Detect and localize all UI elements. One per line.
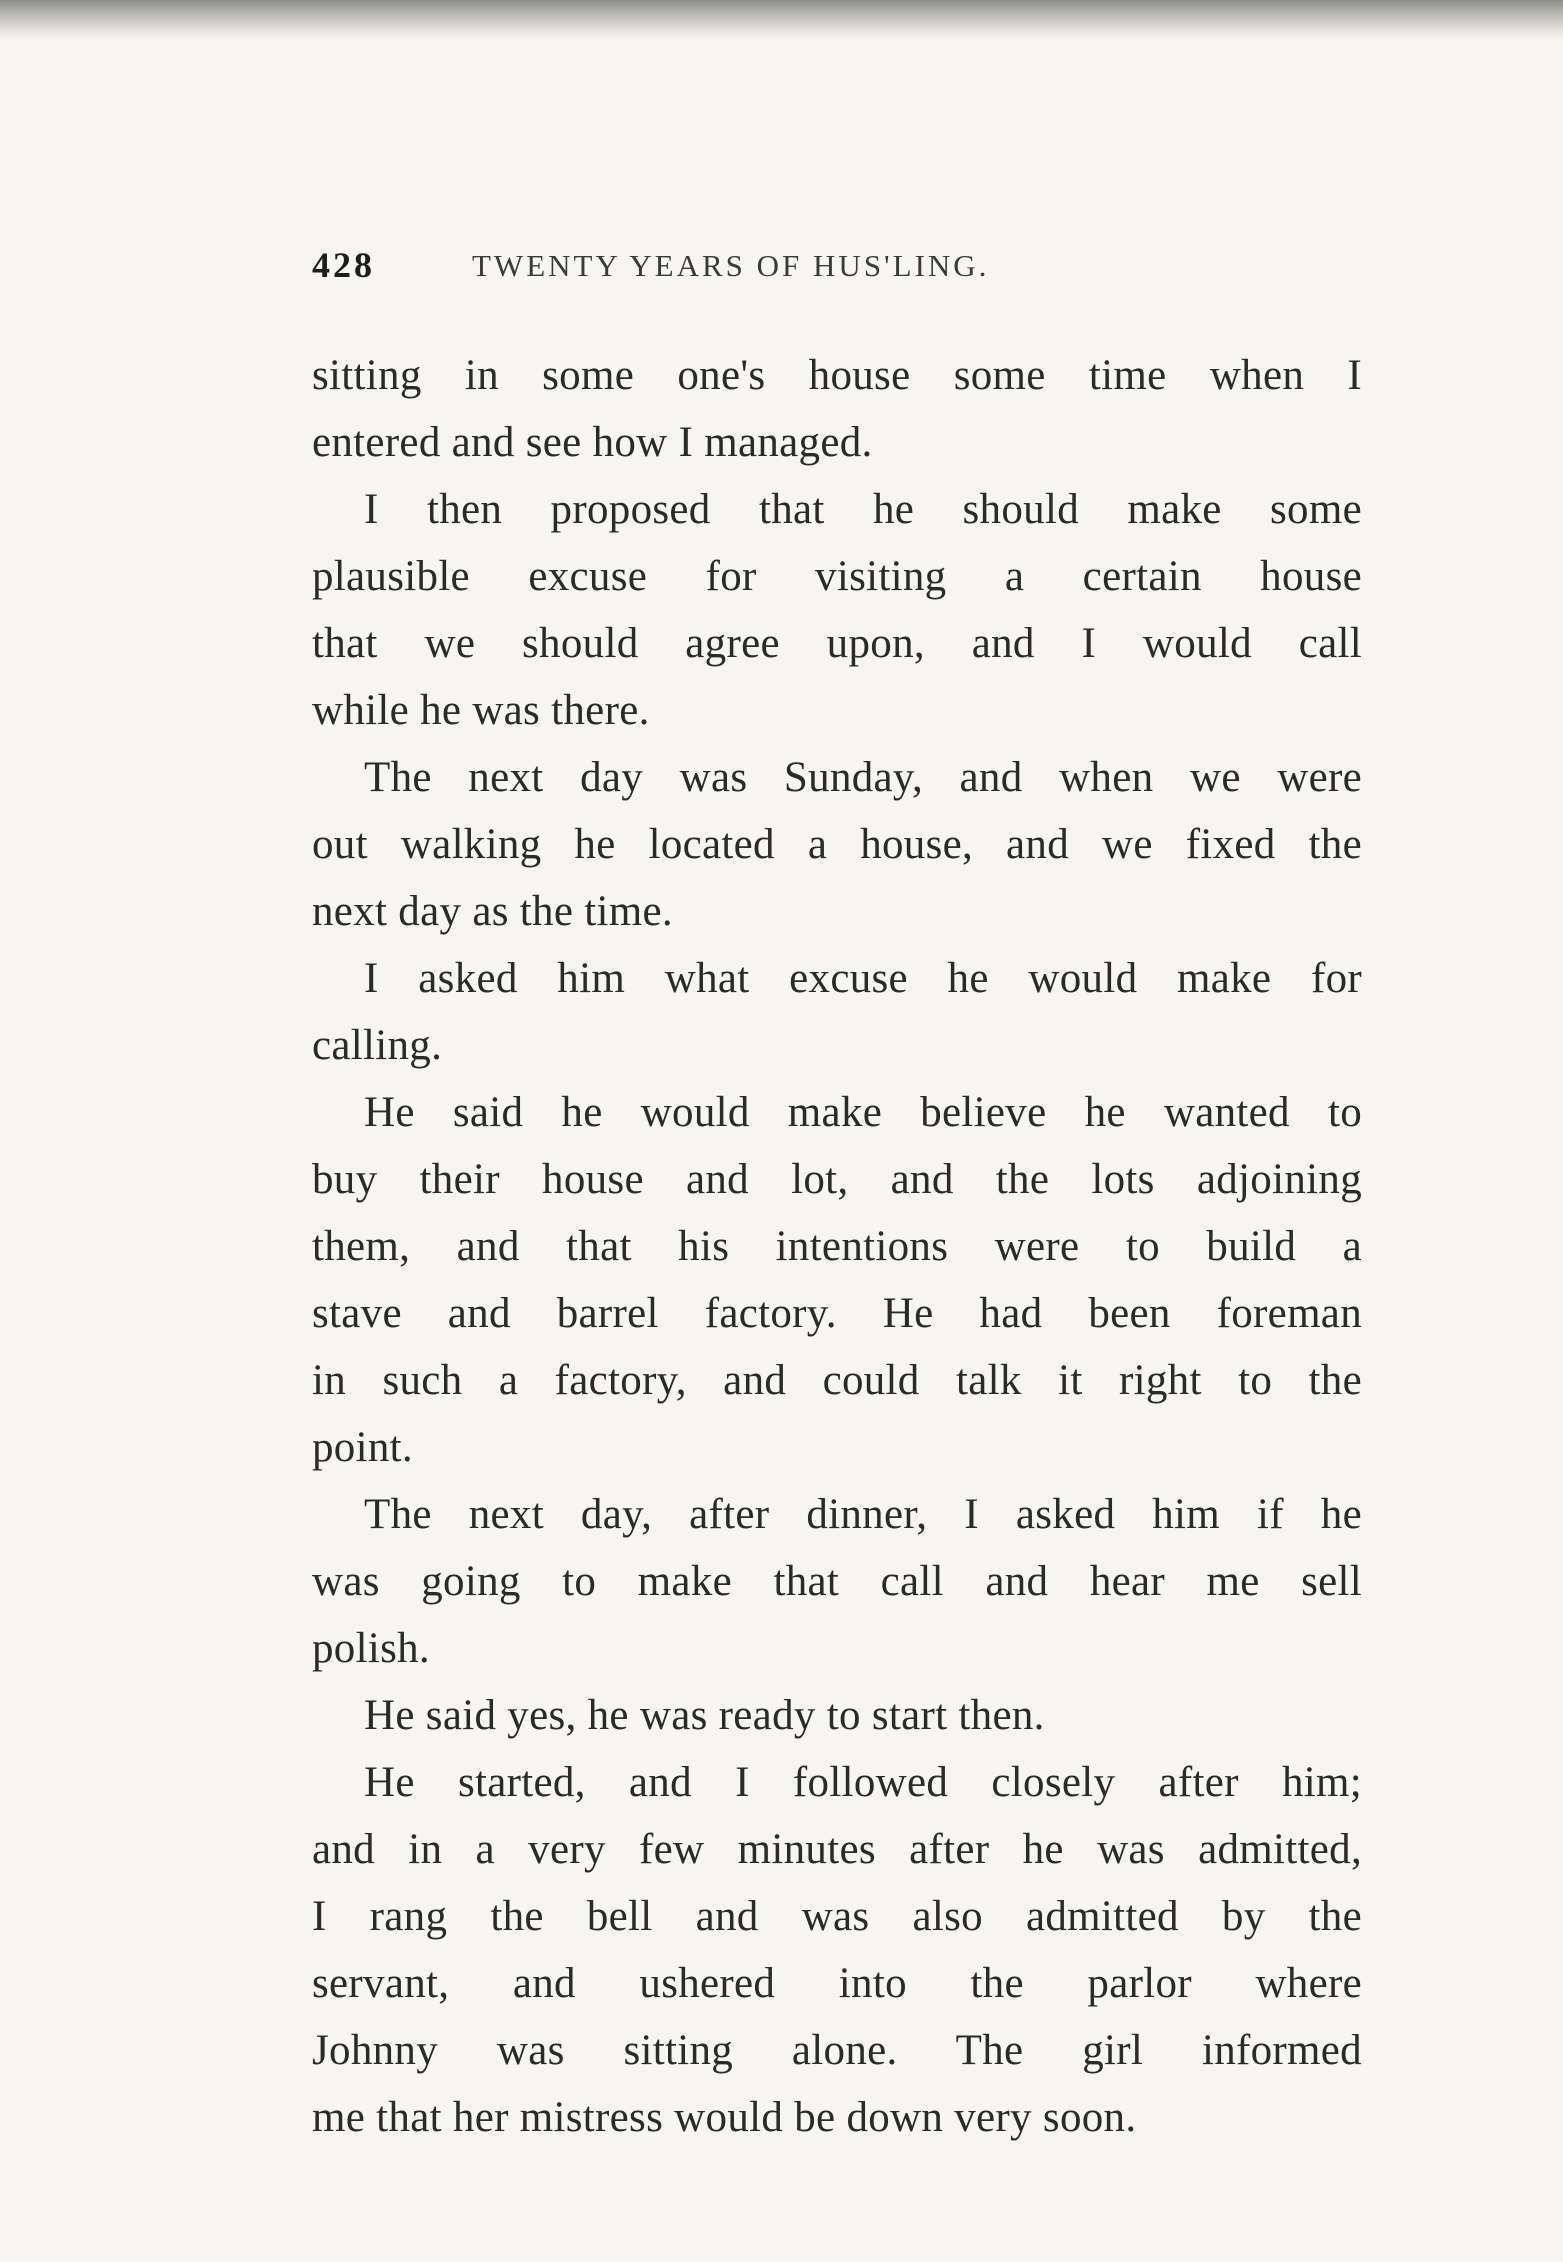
text-line: in such a factory, and could talk it right to the: [312, 1357, 1362, 1404]
text-line: calling.: [312, 1022, 443, 1069]
text-line: The next day was Sunday, and when we were: [364, 754, 1362, 801]
text-line: out walking he located a house, and we fixed the: [312, 821, 1362, 868]
text-line: sitting in some one's house some time when I: [312, 352, 1362, 399]
text-line: He said he would make believe he wanted to: [364, 1089, 1362, 1136]
text-line: while he was there.: [312, 687, 650, 734]
text-line: He started, and I followed closely after him;: [364, 1759, 1362, 1806]
text-line: Johnny was sitting alone. The girl informed: [312, 2027, 1362, 2074]
text-line: point.: [312, 1424, 413, 1471]
text-line: that we should agree upon, and I would call: [312, 620, 1362, 667]
text-line: polish.: [312, 1625, 430, 1672]
text-line: was going to make that call and hear me sell: [312, 1558, 1362, 1605]
body-text: [312, 342, 1362, 2151]
text-line: stave and barrel factory. He had been foreman: [312, 1290, 1362, 1337]
text-line: them, and that his intentions were to build a: [312, 1223, 1362, 1270]
running-head: [312, 236, 1362, 296]
text-line: He said yes, he was ready to start then.: [364, 1692, 1045, 1739]
running-title: TWENTY YEARS OF HUS'LING.: [472, 248, 990, 283]
book-page: [312, 236, 1362, 2151]
text-line: and in a very few minutes after he was admitted,: [312, 1826, 1362, 1873]
text-line: next day as the time.: [312, 888, 673, 935]
scan-edge: [0, 0, 1563, 40]
text-line: I asked him what excuse he would make for: [364, 955, 1362, 1002]
text-line: entered and see how I managed.: [312, 419, 873, 466]
text-line: plausible excuse for visiting a certain house: [312, 553, 1362, 600]
text-line: The next day, after dinner, I asked him if he: [364, 1491, 1362, 1538]
text-line: me that her mistress would be down very soon.: [312, 2094, 1137, 2141]
text-line: servant, and ushered into the parlor where: [312, 1960, 1362, 2007]
text-line: I rang the bell and was also admitted by the: [312, 1893, 1362, 1940]
text-line: buy their house and lot, and the lots adjoining: [312, 1156, 1362, 1203]
page-number: 428: [312, 245, 375, 285]
text-line: I then proposed that he should make some: [364, 486, 1362, 533]
